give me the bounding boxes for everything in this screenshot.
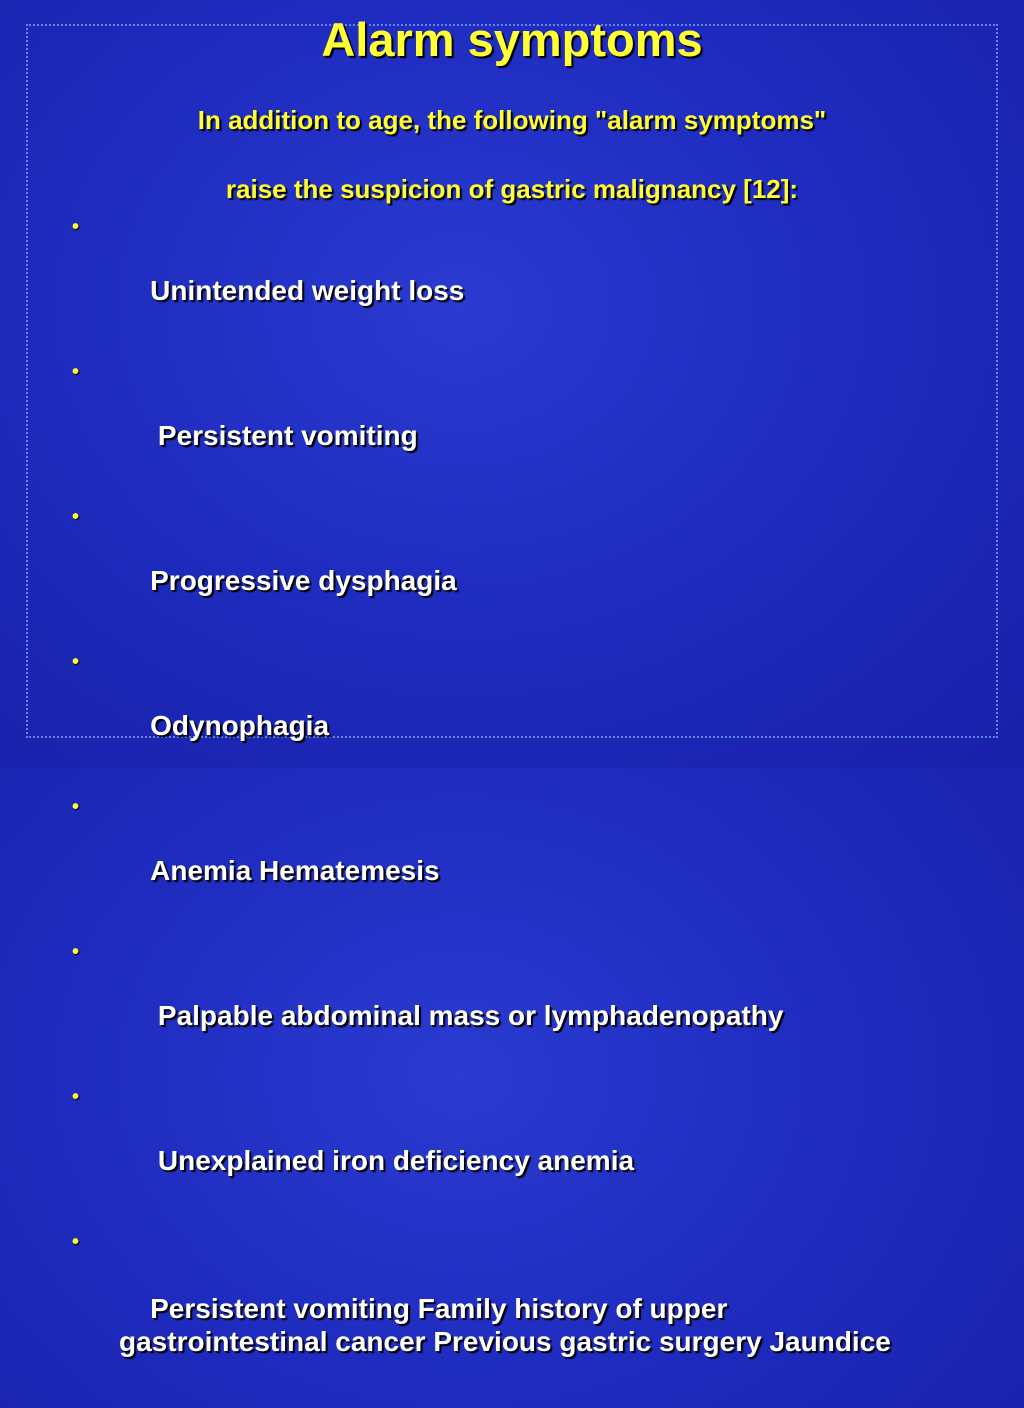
slide-title: Alarm symptoms: [321, 13, 703, 66]
bullet-text: Progressive dysphagia: [150, 565, 457, 596]
bullet-item: [62, 356, 962, 484]
bullet-text: Persistent vomiting: [150, 420, 418, 451]
bullet-item: [62, 211, 962, 339]
bullet-text: Unintended weight loss: [150, 275, 465, 306]
bullet-icon: •: [72, 796, 80, 818]
bullet-text: Anemia Hematemesis: [150, 855, 440, 886]
bullet-item: [62, 1081, 962, 1209]
subtitle-line-1: In addition to age, the following "alarm symptoms": [197, 105, 827, 135]
bullet-item: [62, 791, 962, 919]
bullet-icon: •: [72, 651, 80, 673]
bullet-icon: •: [72, 361, 80, 383]
bullet-icon: •: [72, 1086, 80, 1108]
bullet-item: [62, 646, 962, 774]
symptom-bullet-list: [62, 211, 962, 1408]
bullet-text: Palpable abdominal mass or lymphadenopathy: [150, 1000, 784, 1031]
bullet-item: [62, 1226, 919, 1391]
bullet-text: Persistent vomiting Family history of upper gastrointestinal cancer Previous gastric surgery Jaundice: [119, 1293, 891, 1357]
bullet-icon: •: [72, 1231, 80, 1253]
bullet-item: [62, 501, 962, 629]
bullet-icon: •: [72, 506, 80, 528]
bullet-icon: •: [72, 941, 80, 963]
bullet-text: Odynophagia: [150, 710, 330, 741]
subtitle-line-2: raise the suspicion of gastric malignancy [12]:: [225, 174, 799, 204]
bullet-icon: •: [72, 216, 80, 238]
bullet-item: [62, 936, 962, 1064]
bullet-text: Unexplained iron deficiency anemia: [150, 1145, 635, 1176]
